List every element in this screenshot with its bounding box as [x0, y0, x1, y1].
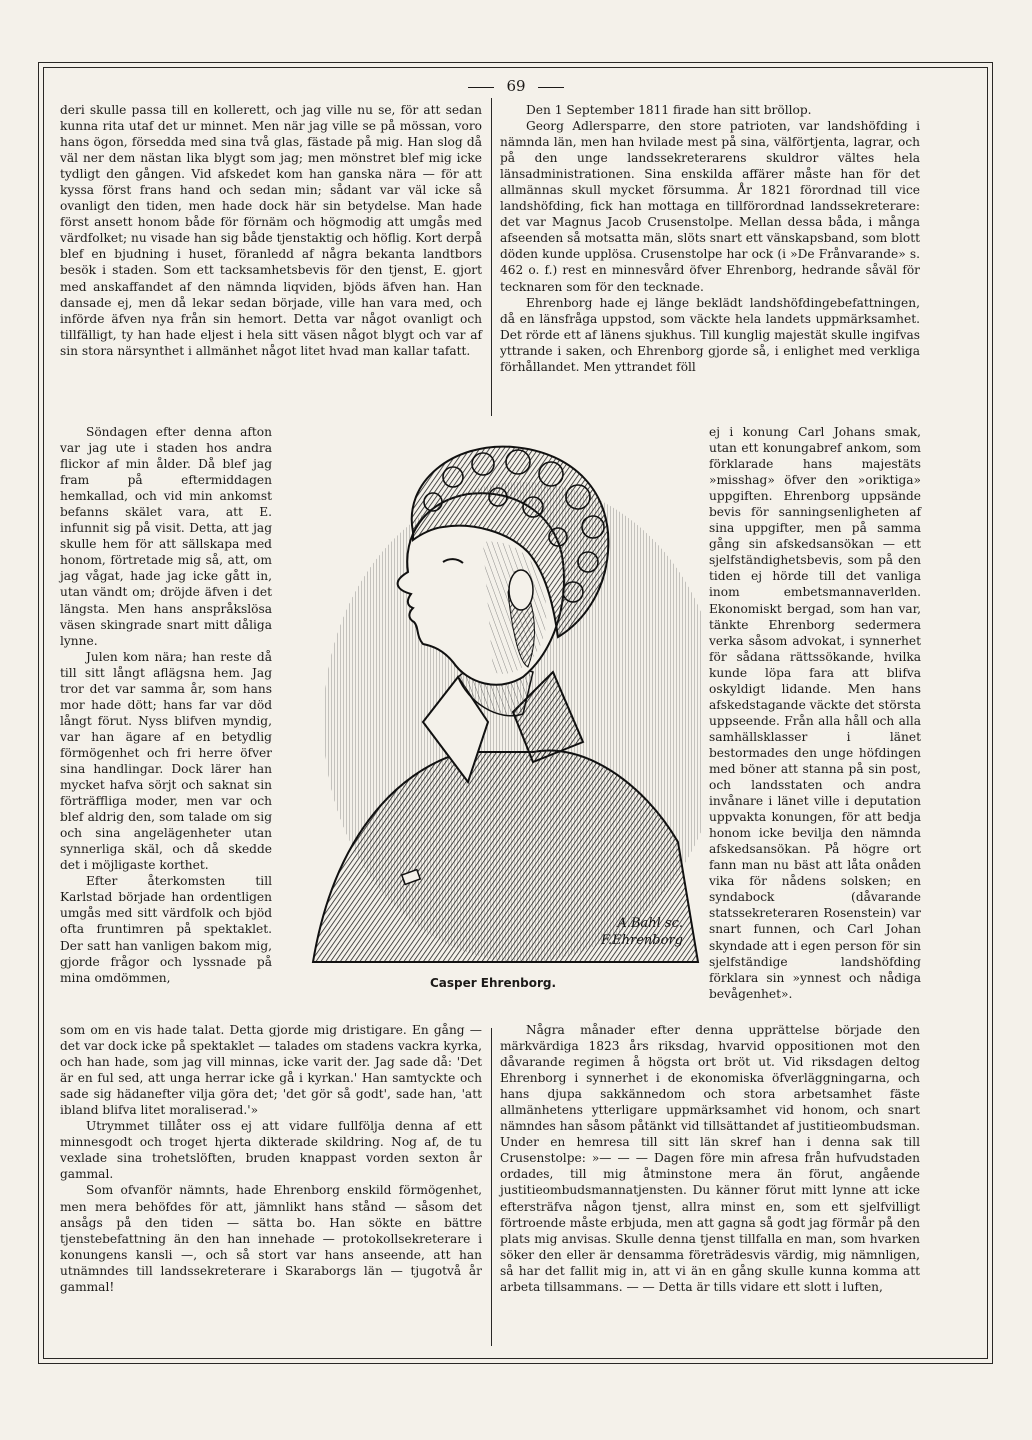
right-column-bottom-text [500, 1022, 920, 1295]
paragraph: Som ofvanför nämnts, hade Ehrenborg enskild förmögenhet, men mera behöfdes för att, jämnlikt hans stånd — såsom det ansågs på den tiden — sätta bo. Han sökte en bättre tjenstebefattning än den han innehade — protokollsekreterare i konungens kansli —, och så stort var hans anseende, att han utnämndes till landssekreterare i Skaraborgs län — tjugotvå år gammal! [60, 1183, 482, 1294]
paragraph: ej i konung Carl Johans smak, utan ett konungabref ankom, som förklarade hans majestäts »misshag» öfver den »oriktiga» uppgiften. Ehrenborg uppsände bevis för sanningsenligheten af sina uppgifter, men på samma gång sin afskedsansökan — ett sjelfständighetsbevis, som på den tiden ej hörde till det vanliga inom embetsmannaverlden. Ekonomiskt bergad, som han var, tänkte Ehrenborg sedermera verka såsom advokat, i synnerhet för sådana rättssökande, hvilka kunde löpa fara att blifva oskyldigt lidande. Men hans afskedstagande väckte det största uppseende. Från alla håll och alla samhällsklasser i länet bestormades den unge höfdingen med böner att stanna på sin post, och landsstaten och andra invånare i länet ville i deputation uppvakta konungen, för att bedja honom icke bevilja den nämnda afskedsansökan. På högre ort fann man nu bäst att låta onåden vika för nådens solsken; en syndabock (dåvarande statssekreteraren Rosenstein) var snart funnen, och Carl Johan skyndade att i egen person för sin sjelfständige landshöfding förklara sin »ynnest och nådiga bevågenhet». [709, 425, 921, 1001]
paragraph: Utrymmet tillåter oss ej att vidare fullfölja denna af ett minnesgodt och troget hjerta dikterade skildring. Nog af, de tu vexlade sina trohetslöften, bruden knappast vorden sexton år gammal. [60, 1119, 482, 1182]
left-column-middle-text [60, 424, 272, 986]
right-column-top-text [500, 102, 920, 375]
paragraph: Julen kom nära; han reste då till sitt långt aflägsna hem. Jag tror det var samma år, som hans mor hade dött; hans far var död långt förut. Nyss blifven myndig, var han ägare af en betydlig förmögenhet och fri herre öfver sina handlingar. Dock lärer han mycket hafva sörjt och saknat sin förträffliga moder, men var och blef aldrig den, som talade om sig och sina angelägenheter utan synnerliga skäl, och då skedde det i möjligaste korthet. [60, 649, 272, 873]
engraver-signature: A.Bahl sc. [617, 916, 683, 931]
portrait-engraving [283, 422, 703, 974]
right-column-middle-text [709, 424, 921, 1002]
column-rule-top [491, 98, 492, 416]
column-rule-bottom [491, 1028, 492, 1346]
artist-signature: F.Ehrenborg [601, 933, 683, 948]
paragraph: Några månader efter denna upprättelse började den märkvärdiga 1823 års riksdag, hvarvid oppositionen mot den dåvarande regimen å högsta ort bröt ut. Vid riksdagen deltog Ehrenborg i synnerhet i de ekonomiska öfverläggningarna, och hans djupa sakkännedom och stora arbetsamhet fäste allmänhetens ytterligare uppmärksamhet vid honom, och snart nämndes han såsom påtänkt vid tillsättandet af justitieombudsman. Under en hemresa till sitt län skref han i denna sak till Crusenstolpe: »— — — Dagen före min afresa från hufvudstaden ordades, till mig åtminstone mera än förut, angående justitieombudsmannatjensten. Du känner förut mitt lynne att icke eftersträfva någon tjenst, allra minst en, som ett sjelfvilligt förtroende måste erbjuda, men att gagna så godt jag förmår på den plats mig anvisas. Skulle denna tjenst tillfalla en man, som hvarken söker den eller är densamma företrädesvis värdig, mig nämnligen, så har det fallit mig in, att vi än en gång skulle kunna komma att arbeta tillsammans. — — Detta är tills vidare ett slott i luften, [500, 1023, 920, 1294]
page-number-text: 69 [506, 77, 526, 95]
paragraph: Ehrenborg hade ej länge beklädt landshöfdingebefattningen, då en länsfråga uppstod, som väckte hela landets uppmärksamhet. Det rörde ett af länens sjukhus. Till kunglig majestät skulle ingifvas yttrande i saken, och Ehrenborg gjorde så, i enlighet med verkliga förhållandet. Men yttrandet föll [500, 295, 920, 374]
left-column-top-text [60, 102, 482, 359]
paragraph: deri skulle passa till en kollerett, och jag ville nu se, för att sedan kunna rita utaf det ur minnet. Men när jag ville se på mössan, voro hans ögon, försedda med sina två glas, fästade på mig. Han slog då väl ner dem nästan lika blygt som jag; men mönstret blef mig icke tydligt den gången. Vid afskedet kom han ganska nära — för att kyssa först frans hand och sedan min; sådant var väl icke så ovanligt den tiden, men hade dock här sin betydelse. Man hade först ansett honom både för förnäm och högmodig att umgås med värdfolket; nu visade han sig både tjenstaktig och höflig. Kort derpå blef en bjudning i huset, föranledd af några bekanta landtbors besök i staden. Som ett tacksamhetsbevis för den tjenst, E. gjort med anskaffandet af den nämnda liqviden, bjöds äfven han. Han dansade ej, men då lekar sedan började, ville han vara med, och införde äfven nya från sin hemort. Detta var något ovanligt och tillfälligt, ty han hade eljest i hela sitt väsen något blygt och var af sin stora närsynthet i allmänhet något litet hvad man kallar tafatt. [60, 103, 482, 358]
paragraph: som om en vis hade talat. Detta gjorde mig dristigare. En gång — det var dock icke på spektaklet — talades om stadens vackra kyrka, och han hade, som jag vill minnas, icke varit der. Jag sade då: 'Det är en ful sed, att unga herrar icke gå i kyrkan.' Han samtyckte och sade sig hädanefter vilja göra det; 'det gör så godt', sade han, 'att ibland blifva litet moraliserad.'» [60, 1023, 482, 1118]
paragraph: Den 1 September 1811 firade han sitt bröllop. [526, 103, 812, 117]
ear [509, 570, 533, 610]
paragraph: Efter återkomsten till Karlstad började han ordentligen umgås med sitt värdfolk och bjöd ofta fruntimren på spektaklet. Der satt han vanligen bakom mig, gjorde frågor och lyssnade på mina omdömmen, [60, 874, 272, 985]
left-column-bottom-text [60, 1022, 482, 1295]
page-number [0, 77, 1032, 95]
paragraph: Georg Adlersparre, den store patrioten, var landshöfding i nämnda län, men han hvilade mest på sina, välförtjenta, lagrar, och på den unge landssekreterarens skuldror vältes hela länsadministrationen. Sina enskilda affärer måste han för det allmännas skull mycket försumma. År 1821 förordnad till vice landshöfding, fick han mottaga en tillförordnad landssekreterare: det var Magnus Jacob Crusenstolpe. Mellan dessa båda, i många afseenden så motsatta män, slöts snart ett vänskapsband, som blott döden kunde upplösa. Crusenstolpe har ock (i »De Frånvarande» s. 462 o. f.) rest en minnesvård öfver Ehrenborg, hedrande såväl för tecknaren som för den tecknade. [500, 119, 920, 294]
paragraph: Söndagen efter denna afton var jag ute i staden hos andra flickor af min ålder. Då blef jag fram på eftermiddagen hemkallad, och vid min ankomst befanns skälet vara, att E. infunnit sig på visit. Detta, att jag skulle hem för att sällskapa med honom, förtretade mig så, att, om jag vågat, hade jag icke gått in, utan vändt om; dröjde äfven i det längsta. Men hans anspråkslösa väsen skingrade snart mitt dåliga lynne. [60, 425, 272, 648]
portrait-caption: Casper Ehrenborg. [429, 976, 557, 990]
